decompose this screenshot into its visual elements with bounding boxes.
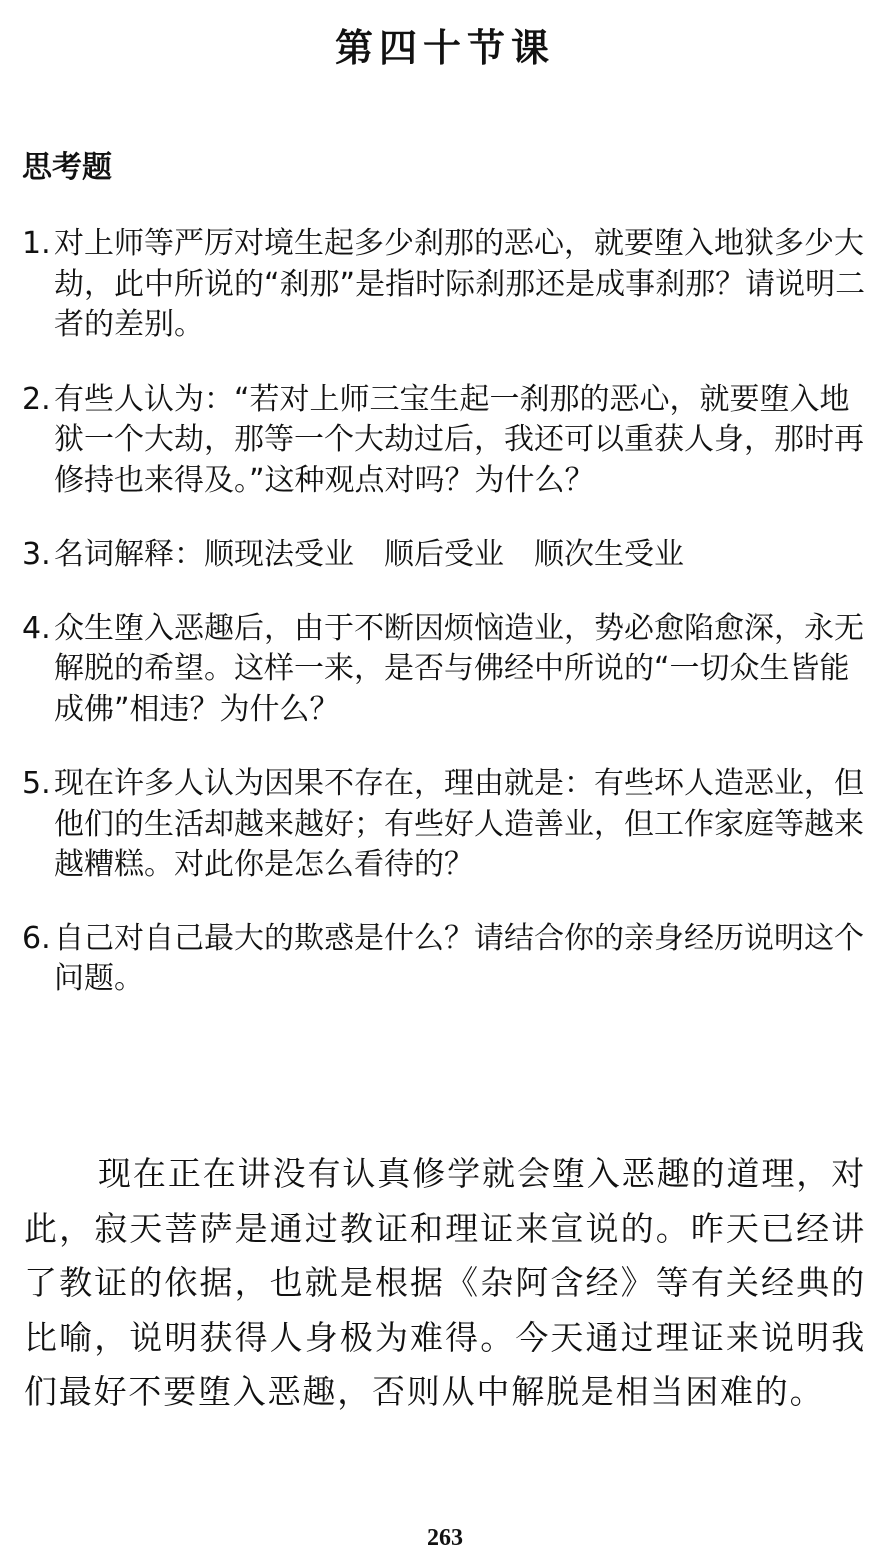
body-paragraph: 现在正在讲没有认真修学就会堕入恶趣的道理，对此，寂天菩萨是通过教证和理证来宣说的。昨天已经讲了教证的依据，也就是根据《杂阿含经》等有关经典的比喻，说明获得人身极为难得。今天通过理证来说明我们最好不要堕入恶趣，否则从中解脱是相当困难的。 (24, 1154, 866, 1411)
page-title: 第四十节课 (334, 25, 555, 70)
question-item (22, 380, 874, 502)
question-item (22, 609, 874, 731)
question-number: 5. (22, 766, 51, 801)
question-text: 对上师等严厉对境生起多少刹那的恶心，就要堕入地狱多少大劫，此中所说的“刹那”是指时际刹那还是成事刹那？请说明二者的差别。 (54, 226, 866, 342)
question-number: 2. (22, 381, 51, 417)
question-text: 自己对自己最大的欺惑是什么？请结合你的亲身经历说明这个问题。 (54, 920, 864, 996)
question-number: 4. (22, 610, 51, 646)
question-item (22, 535, 874, 576)
question-text: 有些人认为：“若对上师三宝生起一刹那的恶心，就要堕入地狱一个大劫，那等一个大劫过后，我还可以重获人身，那时再修持也来得及。”这种观点对吗？为什么？ (54, 381, 864, 498)
page-number: 263 (427, 1525, 463, 1551)
question-text: 众生堕入恶趣后，由于不断因烦恼造业，势必愈陷愈深，永无解脱的希望。这样一来，是否与佛经中所说的“一切众生皆能成佛”相违？为什么？ (54, 610, 864, 727)
question-number: 3. (22, 537, 51, 572)
question-text: 名词解释：顺现法受业 顺后受业 顺次生受业 (54, 537, 684, 572)
section-heading: 思考题 (22, 150, 112, 185)
question-text: 现在许多人认为因果不存在，理由就是：有些坏人造恶业，但他们的生活却越来越好；有些好人造善业，但工作家庭等越来越糟糕。对此你是怎么看待的？ (54, 766, 864, 882)
question-list (22, 224, 874, 1000)
question-number: 6. (22, 920, 51, 956)
question-item (22, 224, 874, 346)
question-item (22, 919, 874, 1000)
question-item (22, 764, 874, 886)
question-number: 1. (22, 226, 51, 261)
